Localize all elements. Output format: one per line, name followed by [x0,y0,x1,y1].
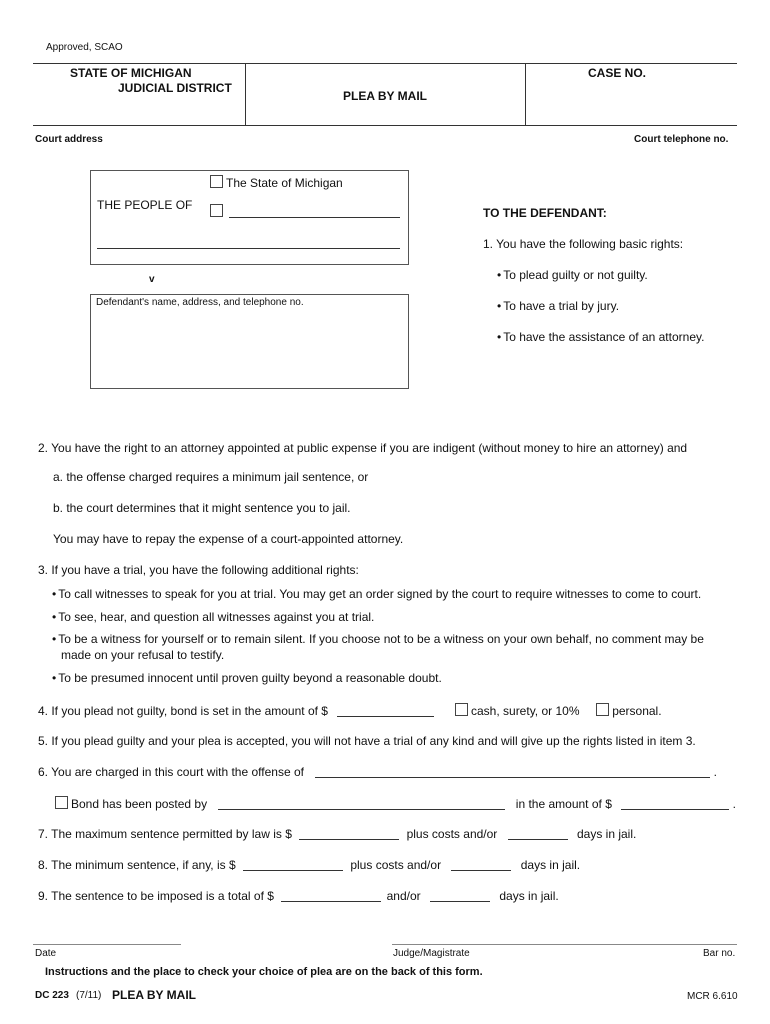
bond-amount-label: in the amount of $ [515,797,612,811]
right-presumed-innocent: • To be presumed innocent until proven guilty beyond a reasonable doubt. [52,671,442,685]
right-remain-silent-cont: made on your refusal to testify. [61,648,225,662]
sentence-total-amount-field[interactable] [281,889,381,902]
approval-note: Approved, SCAO [46,42,123,53]
item7-text: 7. The maximum sentence permitted by law is $ [38,827,292,841]
item8-days-label: days in jail. [520,858,581,872]
judicial-district-heading: JUDICIAL DISTRICT [118,81,232,95]
date-line[interactable] [33,944,181,945]
state-of-michigan-label: The State of Michigan [226,176,343,190]
item9-days-label: days in jail. [499,889,559,903]
right-question-witnesses: • To see, hear, and question all witnesses against you at trial. [52,610,374,624]
court-address-label: Court address [35,134,103,145]
other-plaintiff-checkbox[interactable] [210,204,223,217]
max-sentence-days-field[interactable] [508,827,568,840]
item7-row [38,827,636,841]
bond-posted-by-field[interactable] [218,797,505,810]
header-divider-left [245,63,246,125]
item8-text: 8. The minimum sentence, if any, is $ [38,858,236,872]
bond-posted-amount-field[interactable] [621,797,729,810]
item6-row [38,765,717,779]
item8-costs-label: plus costs and/or [350,858,442,872]
max-sentence-amount-field[interactable] [299,827,399,840]
plaintiff-extra-field[interactable] [97,248,400,249]
right-jury-trial: • To have a trial by jury. [497,299,619,313]
defendant-box[interactable] [90,294,409,389]
case-no-label: CASE NO. [588,66,647,80]
footer-form-title: PLEA BY MAIL [112,988,197,1002]
state-of-michigan-checkbox[interactable] [210,175,223,188]
header-bottom-rule [33,125,737,126]
bond-posted-label: Bond has been posted by [71,797,208,811]
item2-text: 2. You have the right to an attorney appointed at public expense if you are indigent (without money to hire an attorney) and [38,441,688,455]
item1-text: 1. You have the following basic rights: [483,237,684,251]
sentence-total-days-field[interactable] [430,889,490,902]
state-of-michigan-option[interactable] [210,175,343,190]
right-attorney: • To have the assistance of an attorney. [497,330,704,344]
bar-no-label: Bar no. [703,948,736,959]
item9-costs-label: and/or [386,889,421,903]
to-defendant-heading: TO THE DEFENDANT: [483,206,607,220]
judge-label: Judge/Magistrate [393,948,470,959]
other-plaintiff-option[interactable] [210,204,226,219]
item2a-text: a. the offense charged requires a minimum jail sentence, or [53,470,369,484]
min-sentence-amount-field[interactable] [243,858,343,871]
cash-surety-checkbox[interactable] [455,703,468,716]
header-divider-right [525,63,526,125]
item8-row [38,858,580,872]
item3-text: 3. If you have a trial, you have the following additional rights: [38,563,359,577]
personal-bond-label: personal. [612,704,662,718]
item6-text: 6. You are charged in this court with the offense of [38,765,304,779]
date-label: Date [35,948,57,959]
form-title: PLEA BY MAIL [343,89,428,103]
bond-period: . [732,797,736,811]
people-of-label: THE PEOPLE OF [97,198,193,212]
item9-text: 9. The sentence to be imposed is a total of $ [38,889,274,903]
judge-signature-line[interactable] [392,944,737,945]
court-rule-reference: MCR 6.610 [687,991,738,1002]
bond-amount-field[interactable] [337,704,434,717]
item2b-text: b. the court determines that it might sentence you to jail. [53,501,351,515]
bond-posted-row [55,796,736,811]
defendant-box-label: Defendant's name, address, and telephone no. [96,297,304,308]
cash-surety-label: cash, surety, or 10% [471,704,580,718]
personal-bond-checkbox[interactable] [596,703,609,716]
form-number: DC 223 [35,990,69,1001]
item7-costs-label: plus costs and/or [406,827,498,841]
item5-text: 5. If you plead guilty and your plea is accepted, you will not have a trial of any kind and will give up the rights listed in item 3. [38,734,696,748]
state-heading: STATE OF MICHIGAN [70,66,192,80]
instructions-note: Instructions and the place to check your choice of plea are on the back of this form. [45,966,483,978]
form-revision-date: (7/11) [76,990,102,1001]
item4-text: 4. If you plead not guilty, bond is set in the amount of $ [38,704,328,718]
min-sentence-days-field[interactable] [451,858,511,871]
versus-label: v [149,274,155,285]
court-phone-label: Court telephone no. [634,134,729,145]
header-top-rule [33,63,737,64]
item2c-text: You may have to repay the expense of a court-appointed attorney. [53,532,404,546]
item4-row [38,703,662,718]
bond-posted-checkbox[interactable] [55,796,68,809]
right-call-witnesses: • To call witnesses to speak for you at trial. You may get an order signed by the court to require witnesses to come to court. [52,587,701,601]
right-plead: • To plead guilty or not guilty. [497,268,648,282]
right-remain-silent: • To be a witness for yourself or to remain silent. If you choose not to be a witness on your own behalf, no comment may be [52,632,704,646]
item6-period: . [713,765,717,779]
item9-row [38,889,559,903]
other-plaintiff-field[interactable] [229,217,400,218]
offense-field[interactable] [315,765,710,778]
item7-days-label: days in jail. [576,827,637,841]
